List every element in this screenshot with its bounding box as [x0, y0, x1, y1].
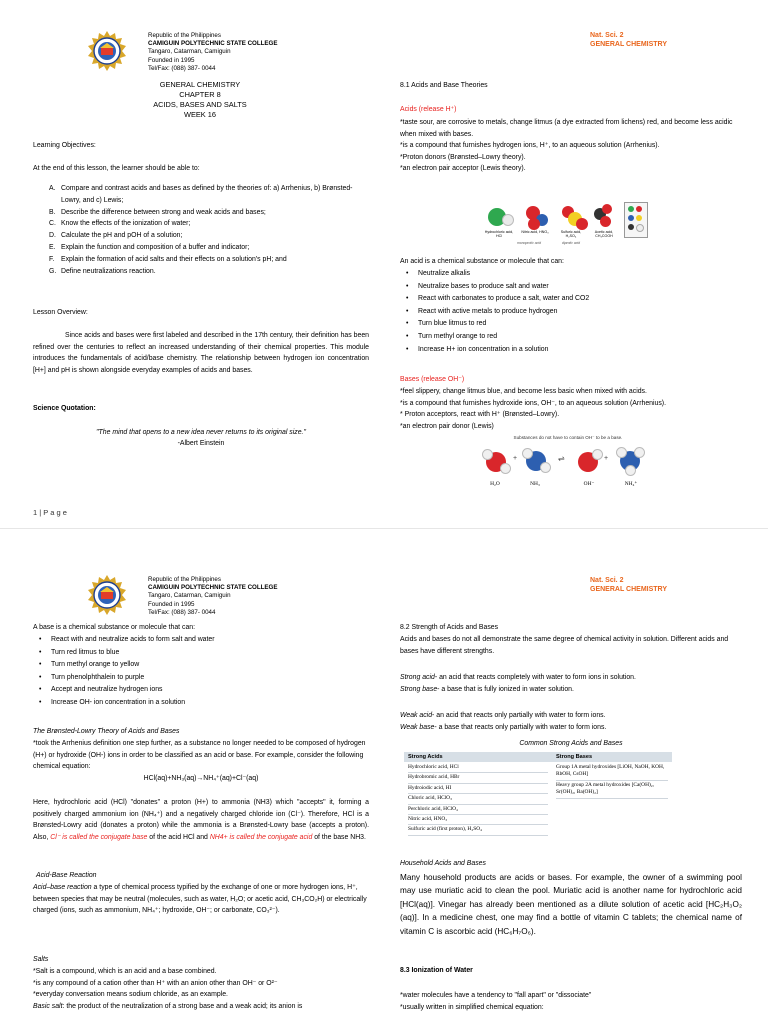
acids-heading: Acids (release H⁺) [400, 106, 457, 113]
acids-properties [400, 117, 742, 175]
diagram-label: NH₃ [530, 481, 540, 487]
quote-text: "The mind that opens to a new idea never returns to its original size." [96, 429, 306, 436]
weak-acid-term: Weak acid [400, 712, 433, 719]
lesson-overview-heading: Lesson Overview: [33, 309, 88, 316]
objective-item [33, 218, 353, 230]
strength-text: Acids and bases do not all demonstrate the same degree of chemical activity in solution. Different acids and bases have different strengths. [400, 636, 729, 655]
college-address: Tangaro, Catarman, Camiguin [148, 592, 231, 600]
objectives-intro: At the end of this lesson, the learner should be able to: [33, 165, 200, 172]
college-seal-icon [86, 30, 128, 72]
objective-letter: G. [49, 267, 57, 275]
objective-text: Describe the difference between strong and weak acids and bases; [61, 208, 266, 216]
course-header [590, 576, 667, 594]
strong-base-term: Strong base [400, 685, 438, 693]
diagram-label: H₂O [490, 481, 500, 487]
base-capability-item: • Turn red litmus to blue [33, 647, 373, 660]
base-property-line: *an electron pair donor (Lewis) [400, 422, 494, 430]
acid-capability-item: • React with active metals to produce hydrogen [400, 306, 742, 319]
strong-acid-row: Chloric acid, HClO₃ [408, 794, 548, 804]
institution-header [148, 32, 378, 73]
objective-item [33, 230, 353, 242]
objective-text: Explain the formation of acid salts and their effects on a solution's pH; and [61, 255, 287, 263]
acid-molecule-models [484, 200, 654, 250]
model-label: Sulfuric acid, H₂SO₄ [560, 230, 582, 239]
objective-letter: E. [49, 243, 56, 251]
explanation-text: of the acid HCl and [149, 833, 208, 841]
salts-heading: Salts [33, 956, 49, 963]
base-property-line: *feel slippery, change litmus blue, and become less basic when mixed with acids. [400, 388, 647, 395]
page-separator [0, 528, 768, 555]
acid-property-line: *taste sour, are corrosive to metals, change litmus (a dye extracted from lichens) red, and become less acidic when mixed with bases. [400, 119, 733, 138]
conjugate-base-note: Cl⁻ is called the conjugate base [50, 833, 148, 841]
acid-base-term: Acid–base reaction [33, 884, 92, 891]
acid-capability-item: • Turn blue litmus to red [400, 318, 742, 331]
strong-acid-row: Hydroiodic acid, HI [408, 784, 548, 794]
course-subject: GENERAL CHEMISTRY [590, 41, 668, 48]
strong-acid-row: Nitric acid, HNO₃ [408, 815, 548, 825]
basic-salt-term: Basic salt [33, 1002, 63, 1010]
base-capability-item: • React with and neutralize acids to form salt and water [33, 634, 373, 647]
objective-item [33, 183, 353, 207]
college-name: CAMIGUIN POLYTECHNIC STATE COLLEGE [148, 40, 278, 48]
document-page-2 [0, 560, 768, 1024]
page-number: 1 | P a g e [33, 508, 67, 517]
institution-header [148, 576, 378, 617]
section-title-8-1: 8.1 Acids and Base Theories [400, 82, 488, 89]
salt-line: *Salt is a compound, which is an acid and a base combined. [33, 968, 217, 975]
weak-base-text: - a base that reacts only partially with water to form ions. [434, 723, 607, 731]
objective-text: Explain the function and composition of a buffer and indicator; [61, 243, 250, 251]
objective-text: Define neutralizations reaction. [61, 267, 156, 275]
title-line: CHAPTER 8 [179, 90, 221, 99]
basic-salt-text: : the product of the neutralization of a strong base and a weak acid; its anion is [62, 1002, 303, 1010]
table-header: Strong Bases [552, 752, 672, 762]
model-group-label: diprotic acid [561, 241, 581, 245]
ionization-line: *usually written in simplified chemical equation: [400, 1003, 544, 1011]
base-capability-item: • Accept and neutralize hydrogen ions [33, 684, 373, 697]
weak-definitions [400, 710, 742, 733]
chapter-title [100, 80, 300, 120]
acid-base-reaction-text [33, 882, 369, 917]
objective-letter: C. [49, 220, 56, 228]
base-can-intro: A base is a chemical substance or molecule that can: [33, 624, 196, 631]
objective-text: Calculate the pH and pOH of a solution; [61, 232, 183, 240]
strong-definitions [400, 672, 742, 695]
course-code: Nat. Sci. 2 [590, 577, 624, 584]
model-group-label: monoprotic acid [517, 241, 541, 245]
diagram-caption: Substances do not have to contain OH⁻ to be a base. [513, 435, 623, 440]
science-quotation-heading: Science Quotation: [33, 405, 96, 412]
model-label: Nitric acid, HNO₃ [521, 230, 549, 234]
strong-acid-row: Hydrobromic acid, HBr [408, 773, 548, 783]
base-property-line: * Proton acceptors, react with H⁺ (Brønsted–Lowry). [400, 411, 560, 418]
title-line: ACIDS, BASES AND SALTS [153, 100, 247, 109]
weak-acid-text: - an acid that reacts only partially with water to form ions. [432, 712, 606, 719]
bases-heading: Bases (release OH⁻) [400, 376, 465, 383]
diagram-label: OH⁻ [583, 481, 595, 487]
title-line: GENERAL CHEMISTRY [159, 80, 241, 89]
acid-base-reaction-heading: Acid-Base Reaction [36, 872, 97, 879]
acid-can-list [400, 268, 742, 356]
founded-line: Founded in 1995 [148, 56, 195, 64]
bases-properties [400, 386, 742, 432]
strong-base-row: Heavy group 2A metal hydroxides [Ca(OH)₂, Sr(OH)₂, Ba(OH)₂] [556, 781, 668, 799]
course-header [590, 31, 667, 49]
base-molecule-diagram: Substances do not have to contain OH⁻ to be a base. + ⇌ + H₂O NH₃ OH⁻ NH₄⁺ [478, 435, 658, 491]
strong-acids-bases-table [404, 752, 672, 837]
strong-acid-row: Sulfuric acid (first proton), H₂SO₄ [408, 825, 548, 835]
objective-item [33, 266, 353, 278]
objective-letter: F. [49, 255, 55, 263]
objective-item [33, 254, 353, 266]
republic-line: Republic of the Philippines [148, 32, 221, 39]
salts-lines [33, 966, 373, 1012]
acid-capability-item: • Neutralize alkalis [400, 268, 742, 281]
objective-text: Compare and contrast acids and bases as defined by the theories of: a) Arrhenius, b) Brønsted-Lowry, and c) Lewis; [61, 185, 353, 204]
acid-capability-item: • Increase H+ ion concentration in a solution [400, 344, 742, 357]
household-text: Many household products are acids or bases. For example, the owner of a swimming pool may use muriatic acid to clean the pool. Muriatic acid is another name for hydrochloric acid [HCl(aq)]. Vinegar has already been mentioned as a dilute solution of acetic acid [HC₂H₃O₂ (aq)]. In a medicine chest, one may find a bottle of vitamin C tablets; the chemical name of vitamin C is ascorbic acid (HC₆H₇O₆). [400, 873, 742, 936]
bronsted-heading: The Brønsted-Lowry Theory of Acids and Bases [33, 728, 180, 735]
ionization-line: *water molecules have a tendency to "fall apart" or "dissociate" [400, 992, 592, 999]
college-address: Tangaro, Catarman, Camiguin [148, 48, 231, 56]
objectives-list [33, 183, 353, 277]
strong-acid-term: Strong acid [400, 674, 435, 681]
objective-letter: B. [49, 208, 56, 216]
strong-acid-row: Perchloric acid, HClO₄ [408, 805, 548, 815]
section-title-8-2: 8.2 Strength of Acids and Bases [400, 624, 499, 631]
strong-acids-cell [404, 762, 552, 837]
bronsted-explanation [33, 797, 369, 843]
model-label: Acetic acid, CH₃COOH [594, 230, 614, 239]
objective-letter: D. [49, 232, 56, 240]
strong-base-text: - a base that is fully ionized in water solution. [437, 685, 574, 693]
section-title-8-3: 8.3 Ionization of Water [400, 967, 473, 974]
salt-line: *everyday conversation means sodium chloride, as an example. [33, 991, 228, 998]
acid-capability-item: • React with carbonates to produce a salt, water and CO2 [400, 293, 742, 306]
title-line: WEEK 16 [183, 110, 217, 119]
explanation-text: Here, hydrochloric acid (HCl) "donates" a proton (H+) to ammonia (NH3) which "accepts" it, forming a positively charged ammonium ion (NH₄⁺) and a negatively charged chloride ion (Cl⁻). Therefore, HCl is a Brønsted-Lowry acid (donates a proton) while the ammonia is a Brønsted-Lowry base (accepts a proton). Also, [33, 799, 369, 841]
strong-base-row: Group 1A metal hydroxides [LiOH, NaOH, KOH, RbOH, CsOH] [556, 763, 668, 781]
strong-acid-text: - an acid that reacts completely with water to form ions in solution. [434, 674, 636, 681]
conjugate-acid-note: NH4+ is called the conjugate acid [209, 833, 313, 841]
base-property-line: *is a compound that furnishes hydroxide ions, OH⁻, to an aqueous solution (Arrhenius). [400, 399, 667, 407]
learning-objectives-heading: Learning Objectives: [33, 142, 96, 149]
salt-line: *is any compound of a cation other than H⁺ with an anion other than OH⁻ or O²⁻ [33, 979, 278, 987]
lesson-overview-text: Since acids and bases were first labeled and described in the 17th century, their definition has been refined over the centuries to reflect an increased understanding of their chemical properties. This module introduces the fundamentals of acid/base chemistry. The relationship between hydrogen ion concentration [H+] and pH is shown alongside everyday examples of acids and bases. [33, 332, 369, 374]
objective-letter: A. [49, 185, 56, 192]
college-seal-icon [86, 574, 128, 616]
republic-line: Republic of the Philippines [148, 576, 221, 583]
base-capability-item: • Turn phenolphthalein to purple [33, 672, 373, 685]
strong-acid-row: Hydrochloric acid, HCl [408, 763, 548, 773]
course-code: Nat. Sci. 2 [590, 32, 624, 39]
explanation-text: of the base NH3. [314, 833, 366, 841]
bronsted-text: *took the Arrhenius definition one step further, as a substance no longer needed to be composed of hydrogen (H+) or hydroxide (OH-) ions in order to be classified as an acid or base. For example, consider the following chemical equation: [33, 740, 366, 770]
course-subject: GENERAL CHEMISTRY [590, 586, 668, 593]
weak-base-term: Weak base [400, 723, 435, 731]
base-can-list [33, 634, 373, 710]
objective-item [33, 207, 353, 219]
ionization-lines [400, 990, 742, 1013]
strong-bases-cell [552, 762, 672, 837]
quote-author: -Albert Einstein [177, 440, 225, 447]
table-title: Common Strong Acids and Bases [519, 740, 623, 747]
table-header: Strong Acids [404, 752, 552, 762]
objective-item [33, 242, 353, 254]
acid-property-line: *is a compound that furnishes hydrogen ions, H⁺, to an aqueous solution (Arrhenius). [400, 142, 660, 149]
household-heading: Household Acids and Bases [400, 860, 486, 867]
base-capability-item: • Turn methyl orange to yellow [33, 659, 373, 672]
diagram-label: NH₄⁺ [624, 481, 638, 487]
acid-base-definition: a type of chemical process typified by the exchange of one or more hydrogen ions, H⁺, between species that may be neutral (molecules, such as water, H₂O; or acetic acid, CH₃CO₂H) or electrically charged (ions, such as ammonium, NH₄⁺; hydroxide, OH⁻; or carbonate, CO₃²⁻). [33, 884, 367, 914]
founded-line: Founded in 1995 [148, 600, 195, 608]
chemical-equation: HCl(aq)+NH₃(aq)→NH₄⁺(aq)+Cl⁻(aq) [143, 775, 259, 782]
acid-capability-item: • Neutralize bases to produce salt and water [400, 281, 742, 294]
telfax-line: Tel/Fax: (088) 387- 0044 [148, 608, 216, 616]
acid-property-line: *an electron pair acceptor (Lewis theory). [400, 165, 526, 172]
telfax-line: Tel/Fax: (088) 387- 0044 [148, 64, 216, 72]
acid-property-line: *Proton donors (Brønsted–Lowry theory). [400, 153, 526, 161]
base-capability-item: • Increase OH- ion concentration in a solution [33, 697, 373, 710]
acid-can-intro: An acid is a chemical substance or molecule that can: [400, 258, 564, 265]
acid-capability-item: • Turn methyl orange to red [400, 331, 742, 344]
objective-text: Know the effects of the ionization of water; [61, 220, 191, 228]
college-name: CAMIGUIN POLYTECHNIC STATE COLLEGE [148, 584, 278, 592]
model-label: Hydrochloric acid, HCl [484, 230, 514, 239]
